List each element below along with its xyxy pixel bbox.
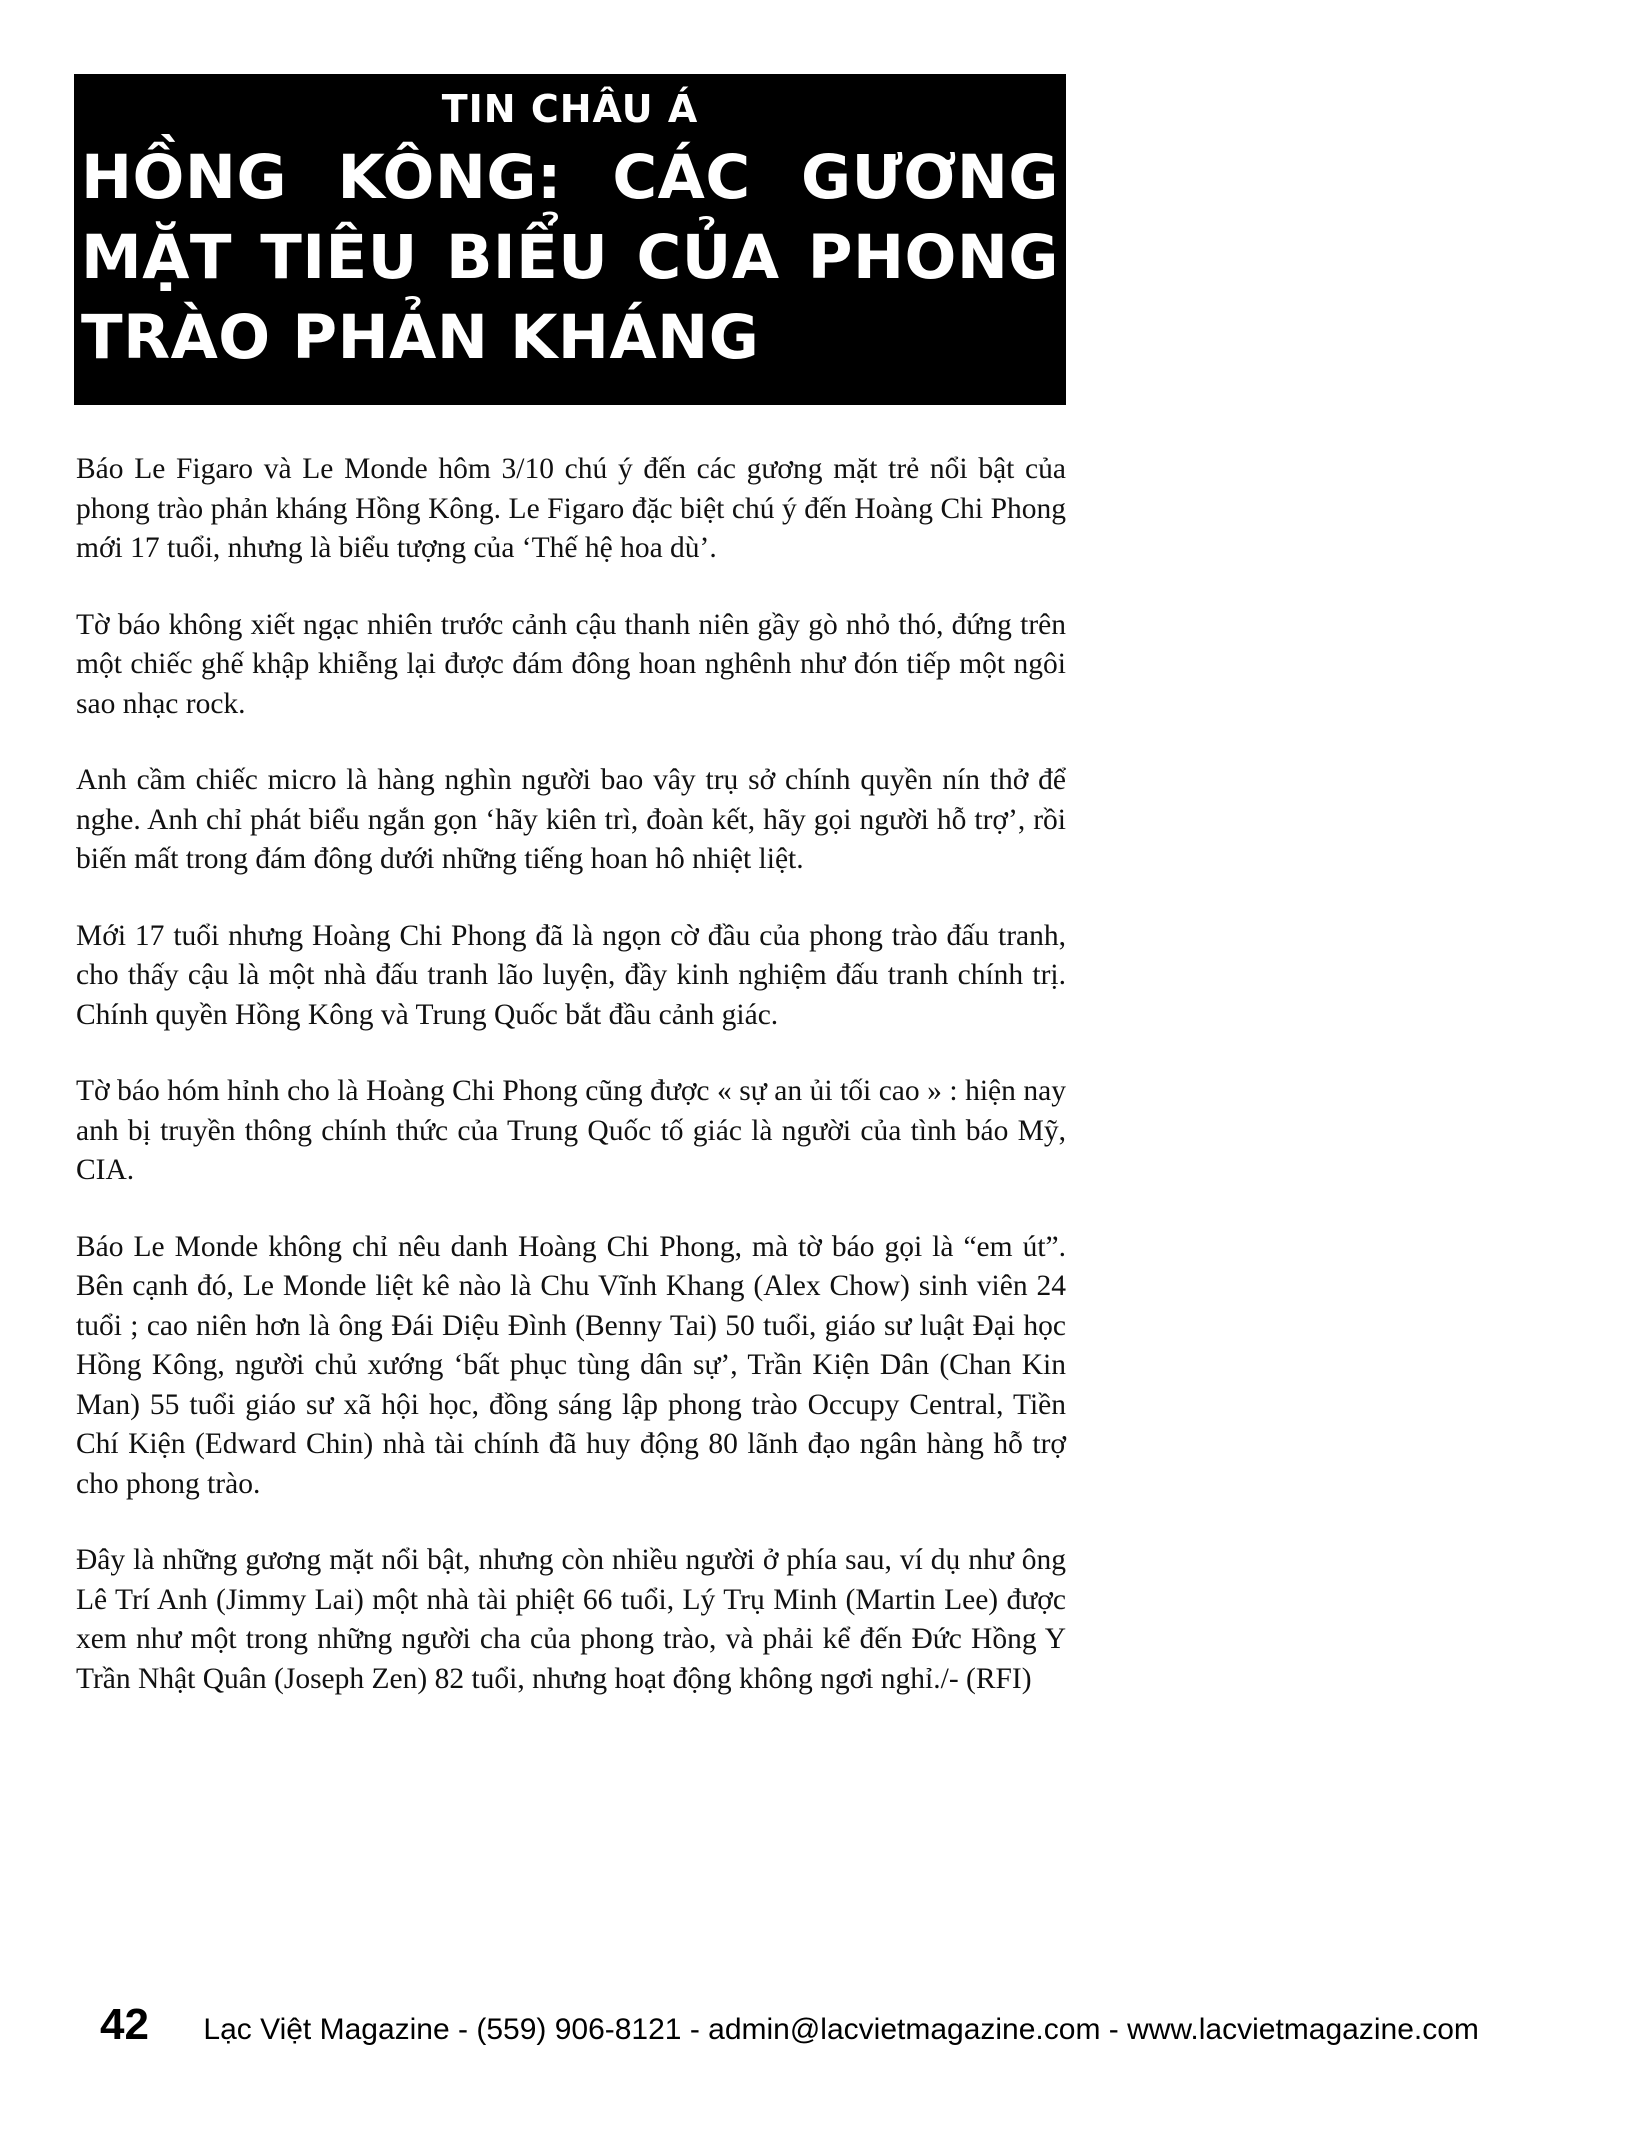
article-header: [74, 74, 1066, 405]
article-paragraph: Tờ báo hóm hỉnh cho là Hoàng Chi Phong cũng được « sự an ủi tối cao » : hiện nay anh bị truyền thông chính thức của Trung Quốc tố giác là người của tình báo Mỹ, CIA.: [76, 1075, 1066, 1186]
section-label: TIN CHÂU Á: [441, 87, 699, 131]
article-paragraph: Báo Le Monde không chỉ nêu danh Hoàng Chi Phong, mà tờ báo gọi là “em út”. Bên cạnh đó, Le Monde liệt kê nào là Chu Vĩnh Khang (Alex Chow) sinh viên 24 tuổi ; cao niên hơn là ông Đái Diệu Đình (Benny Tai) 50 tuổi, giáo sư luật Đại học Hồng Kông, người chủ xướng ‘bất phục tùng dân sự’, Trần Kiện Dân (Chan Kin Man) 55 tuổi giáo sư xã hội học, đồng sáng lập phong trào Occupy Central, Tiền Chí Kiện (Edward Chin) nhà tài chính đã huy động 80 lãnh đạo ngân hàng hỗ trợ cho phong trào.: [76, 1230, 1066, 1500]
page-footer: [100, 2000, 1600, 2060]
article-paragraph: Báo Le Figaro và Le Monde hôm 3/10 chú ý đến các gương mặt trẻ nổi bật của phong trào phản kháng Hồng Kông. Le Figaro đặc biệt chú ý đến Hoàng Chi Phong mới 17 tuổi, nhưng là biểu tượng của ‘Thế hệ hoa dù’.: [76, 453, 1066, 564]
article-paragraph: Đây là những gương mặt nổi bật, nhưng còn nhiều người ở phía sau, ví dụ như ông Lê Trí Anh (Jimmy Lai) một nhà tài phiệt 66 tuổi, Lý Trụ Minh (Martin Lee) được xem như một trong những người cha của phong trào, và phải kể đến Đức Hồng Y Trần Nhật Quân (Joseph Zen) 82 tuổi, nhưng hoạt động không ngơi nghỉ./- (RFI): [76, 1544, 1066, 1695]
article-paragraph: Mới 17 tuổi nhưng Hoàng Chi Phong đã là ngọn cờ đầu của phong trào đấu tranh, cho thấy cậu là một nhà đấu tranh lão luyện, đầy kinh nghiệm đấu tranh chính trị. Chính quyền Hồng Kông và Trung Quốc bắt đầu cảnh giác.: [76, 919, 1066, 1031]
page-number: 42: [100, 2000, 149, 2049]
article-paragraph: Anh cầm chiếc micro là hàng nghìn người bao vây trụ sở chính quyền nín thở để nghe. Anh chỉ phát biểu ngắn gọn ‘hãy kiên trì, đoàn kết, hãy gọi người hỗ trợ’, rồi biến mất trong đám đông dưới những tiếng hoan hô nhiệt liệt.: [76, 764, 1066, 875]
article-headline: HỒNG KÔNG: CÁC GƯƠNG MẶT TIÊU BIỂU CỦA PHONG TRÀO PHẢN KHÁNG: [81, 142, 1059, 373]
article-paragraph: Tờ báo không xiết ngạc nhiên trước cảnh cậu thanh niên gầy gò nhỏ thó, đứng trên một chiếc ghế khập khiễng lại được đám đông hoan nghênh như đón tiếp một ngôi sao nhạc rock.: [76, 608, 1066, 720]
article-body: [76, 450, 1066, 1736]
footer-contact-text: Lạc Việt Magazine - (559) 906-8121 - admin@lacvietmagazine.com - www.lacvietmagazine.com: [203, 2013, 1479, 2046]
